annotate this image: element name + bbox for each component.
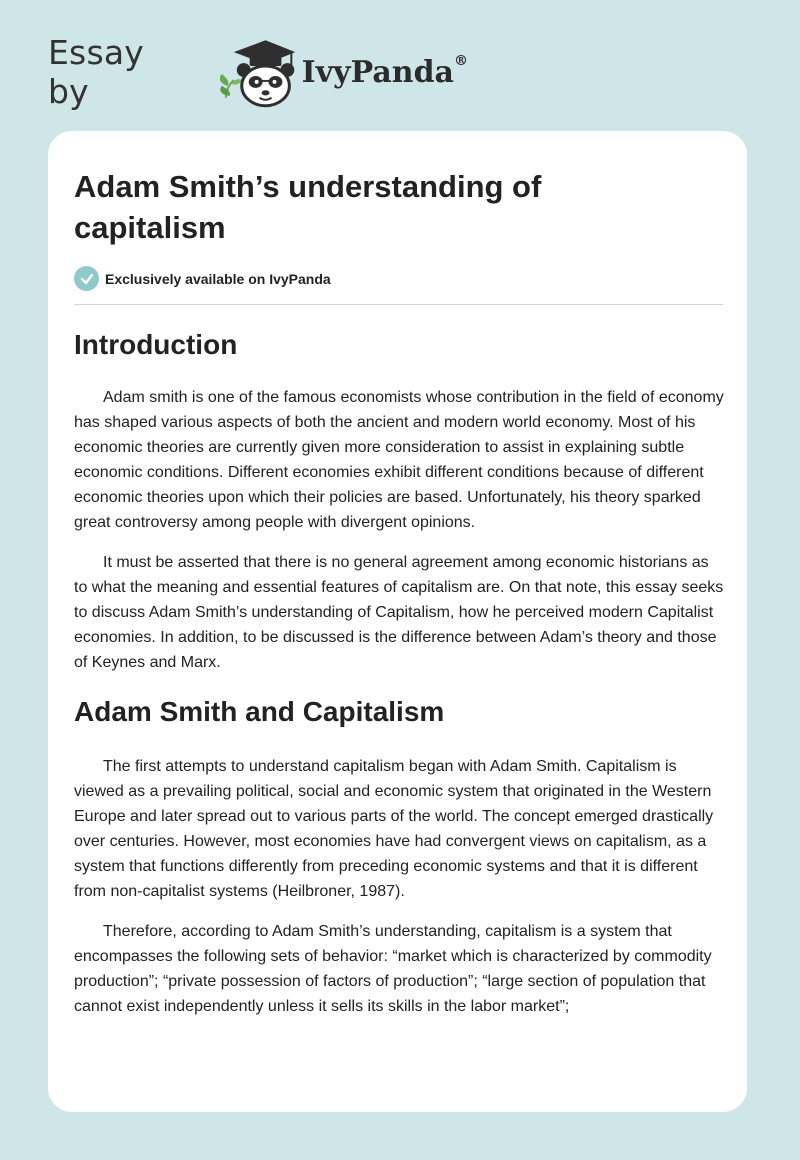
essay-card: [48, 131, 747, 1112]
section-heading-introduction: Introduction: [74, 329, 238, 360]
paragraph: Adam smith is one of the famous economists whose contribution in the field of economy has shaped various aspects of both the ancient and modern world economy. Most of his economic theories are currently given more consideration to assist in explaining subtle economic conditions. Different economies exhibit different conditions because of different economic theories upon which their policies are based. Unfortunately, his theory sparked great controversy among people with divergent opinions.: [74, 389, 724, 531]
paragraph: The first attempts to understand capitalism began with Adam Smith. Capitalism is viewed as a prevailing political, social and economic system that originated in the Western Europe and later spread out to various parts of the world. The concept emerged drastically over centuries. However, most economies have had convergent views on capitalism, as a system that functions differently from preceding economic systems and that it is different from non-capitalist systems (Heilbroner, 1987).: [74, 758, 714, 900]
panda-logo-icon[interactable]: [212, 36, 297, 108]
essay-by-label: Essay by: [48, 33, 144, 111]
page-title: Adam Smith’s understanding of capitalism: [74, 169, 542, 245]
divider: [74, 304, 723, 305]
brand-name[interactable]: IvyPanda®: [301, 52, 468, 90]
exclusive-badge: [74, 266, 722, 291]
site-header: [48, 33, 468, 111]
paragraph: It must be asserted that there is no general agreement among economic historians as to what the meaning and essential features of capitalism are. On that note, this essay seeks to discuss Adam Smith’s understanding of Capitalism, how he perceived modern Capitalist economies. In addition, to be discussed is the difference between Adam’s theory and those of Keynes and Marx.: [74, 554, 724, 671]
paragraph: Therefore, according to Adam Smith’s understanding, capitalism is a system that encompasses the following sets of behavior: “market which is characterized by commodity production”; “private possession of factors of production”; “large section of population that cannot exist independently unless it sells its skills in the labor market”;: [74, 923, 712, 1015]
ivy-leaf-icon: [220, 74, 242, 98]
checkmark-icon: [74, 266, 99, 291]
exclusive-badge-label: Exclusively available on IvyPanda: [105, 270, 331, 287]
section-heading-adam-smith-and-capitalism: Adam Smith and Capitalism: [74, 696, 445, 727]
trademark-symbol: ®: [454, 52, 468, 69]
